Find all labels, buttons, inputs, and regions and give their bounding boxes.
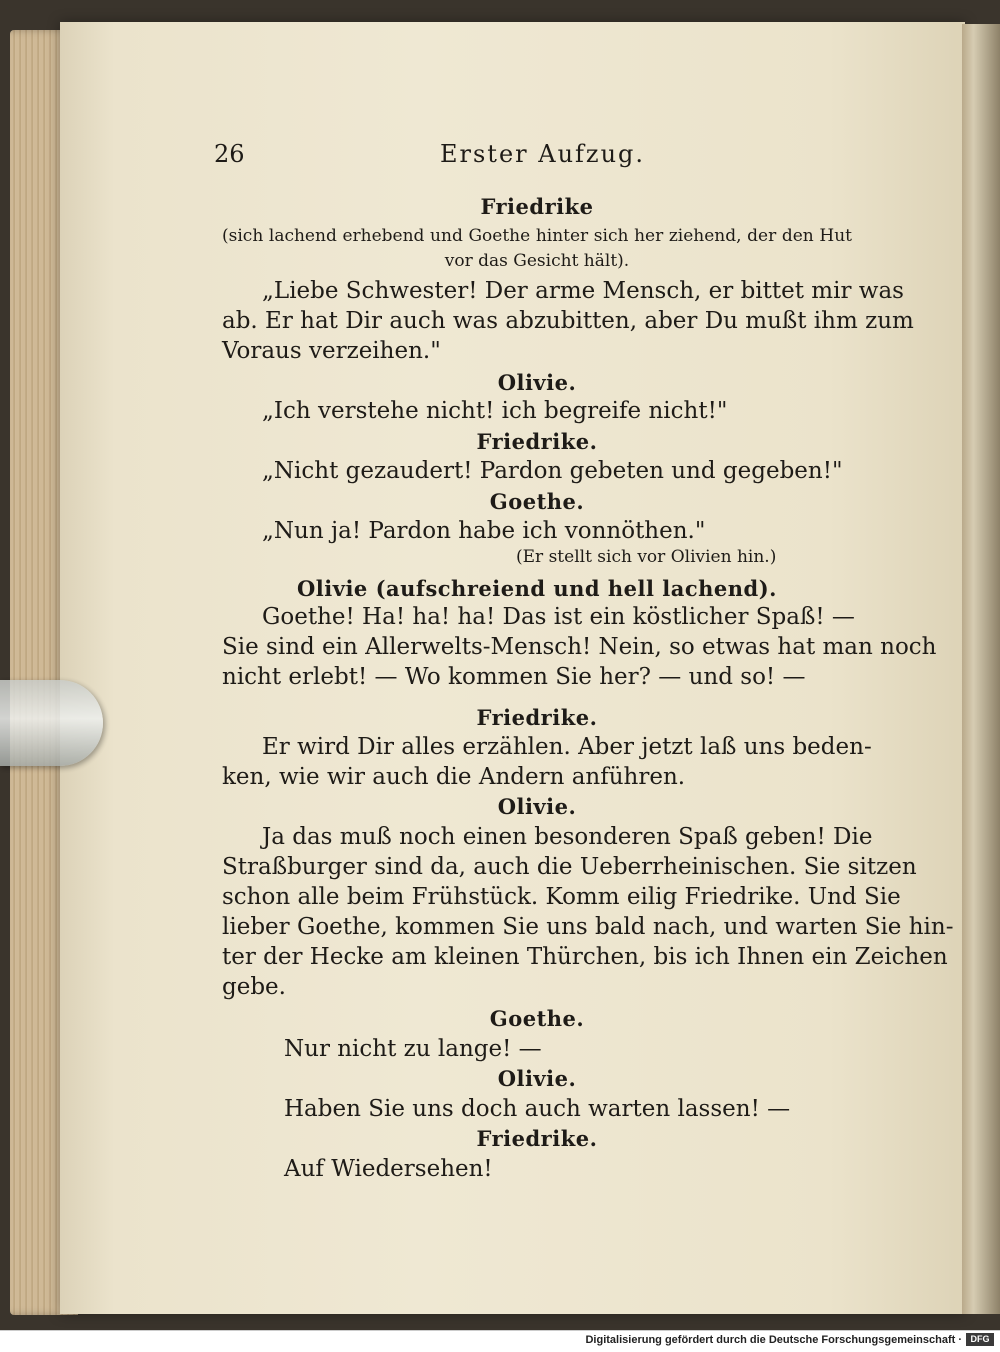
- page-clip: [0, 680, 103, 766]
- dialogue-line: Nur nicht zu lange! —: [284, 1036, 542, 1062]
- speaker-name: Olivie.: [497, 370, 577, 395]
- page-number: 26: [214, 140, 245, 168]
- dialogue-line: schon alle beim Frühstück. Komm eilig Friedrike. Und Sie: [222, 884, 901, 910]
- speaker-name: Friedrike.: [476, 1126, 598, 1151]
- stage-direction: (Er stellt sich vor Olivien hin.): [516, 547, 777, 567]
- speaker-name: Friedrike: [480, 194, 594, 219]
- dialogue-line: ter der Hecke am kleinen Thürchen, bis ich Ihnen ein Zeichen: [222, 944, 948, 970]
- dialogue-line: Sie sind ein Allerwelts-Mensch! Nein, so etwas hat man noch: [222, 634, 937, 660]
- speaker-name: Friedrike.: [476, 429, 598, 454]
- dialogue-line: Goethe! Ha! ha! ha! Das ist ein köstlicher Spaß! —: [262, 604, 855, 630]
- speaker-name: Friedrike.: [476, 705, 598, 730]
- footer-credit: Digitalisierung gefördert durch die Deutsche Forschungsgemeinschaft ·: [585, 1334, 962, 1346]
- dialogue-line: Haben Sie uns doch auch warten lassen! —: [284, 1096, 791, 1122]
- book-spine: [962, 24, 1000, 1314]
- dialogue-line: Straßburger sind da, auch die Ueberrheinischen. Sie sitzen: [222, 854, 917, 880]
- dialogue-line: Voraus verzeihen.": [222, 338, 441, 364]
- dialogue-line: „Ich verstehe nicht! ich begreife nicht!": [262, 398, 728, 424]
- speaker-name: Goethe.: [489, 1006, 585, 1031]
- speaker-name: Goethe.: [489, 489, 585, 514]
- dialogue-line: Er wird Dir alles erzählen. Aber jetzt laß uns beden-: [262, 734, 872, 760]
- dialogue-line: ab. Er hat Dir auch was abzubitten, aber Du mußt ihm zum: [222, 308, 914, 334]
- dialogue-line: lieber Goethe, kommen Sie uns bald nach, und warten Sie hin-: [222, 914, 954, 940]
- dialogue-line: „Liebe Schwester! Der arme Mensch, er bittet mir was: [262, 278, 904, 304]
- dialogue-line: ken, wie wir auch die Andern anführen.: [222, 764, 686, 790]
- dialogue-line: Ja das muß noch einen besonderen Spaß geben! Die: [262, 824, 873, 850]
- dfg-logo-icon: DFG: [966, 1333, 994, 1346]
- speaker-name: Olivie (aufschreiend und hell lachend).: [297, 576, 777, 601]
- speaker-name: Olivie.: [497, 1066, 577, 1091]
- dialogue-line: „Nun ja! Pardon habe ich vonnöthen.": [262, 518, 706, 544]
- dialogue-line: „Nicht gezaudert! Pardon gebeten und gegeben!": [262, 458, 843, 484]
- speaker-name: Olivie.: [497, 794, 577, 819]
- stage-direction: (sich lachend erhebend und Goethe hinter sich her ziehend, der den Hut: [222, 226, 852, 246]
- dialogue-line: nicht erlebt! — Wo kommen Sie her? — und so! —: [222, 664, 806, 690]
- stage-direction: vor das Gesicht hält).: [444, 251, 630, 271]
- dialogue-line: gebe.: [222, 974, 286, 1000]
- dialogue-line: Auf Wiedersehen!: [284, 1156, 493, 1182]
- running-title: Erster Aufzug.: [440, 140, 646, 168]
